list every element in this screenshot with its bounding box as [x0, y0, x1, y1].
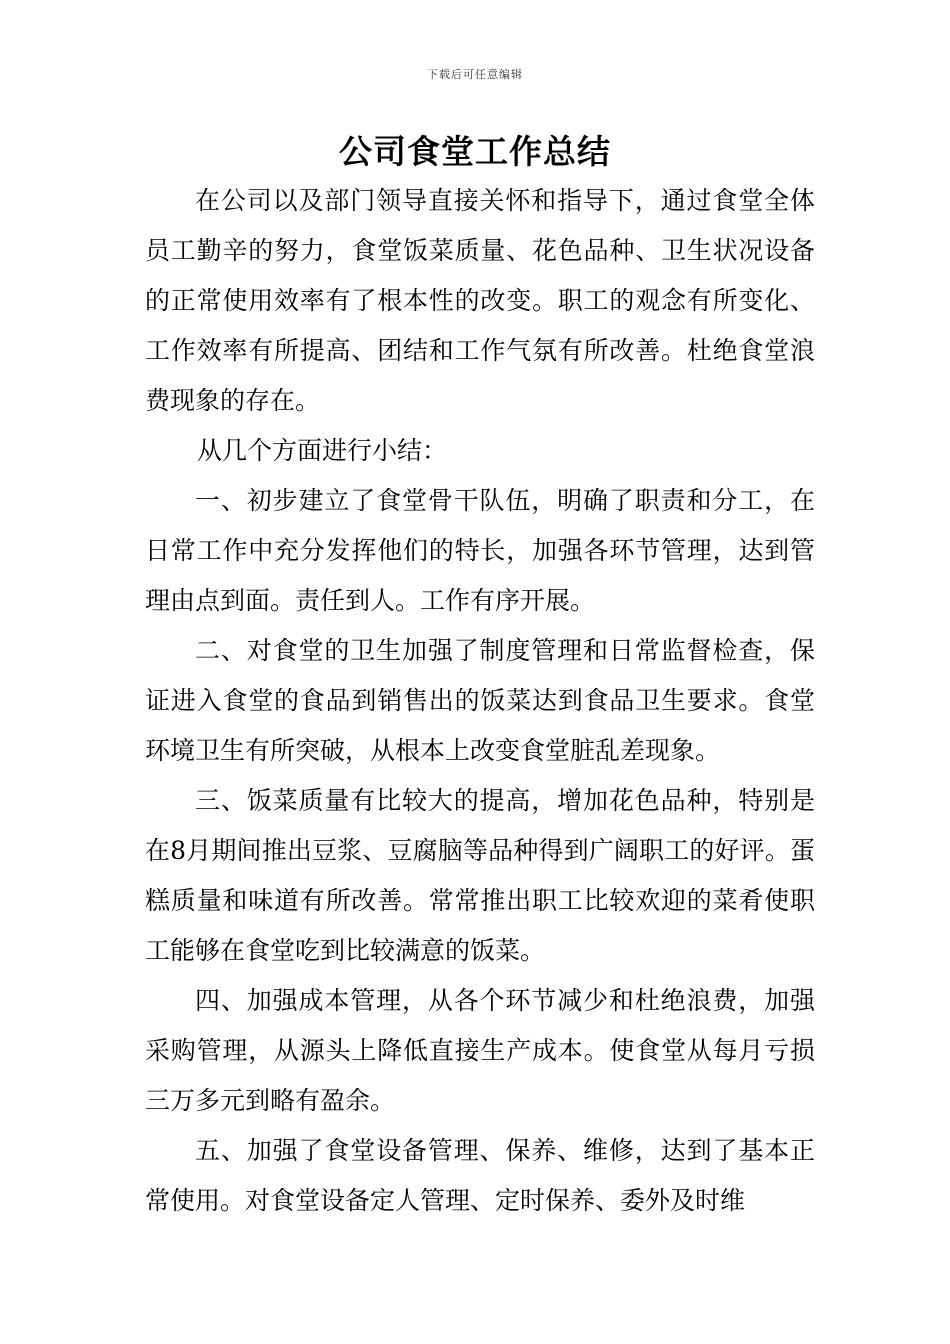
paragraph-item-1: 一、初步建立了食堂骨干队伍，明确了职责和分工，在日常工作中充分发挥他们的特长，加强各环节管理，达到管理由点到面。责任到人。工作有序开展。 [145, 486, 815, 615]
header-note: 下载后可任意编辑 [427, 68, 523, 81]
paragraph-item-3: 三、饭菜质量有比较大的提高，增加花色品种，特别是在8月期间推出豆浆、豆腐脑等品种得到广阔职工的好评。蛋糕质量和味道有所改善。常常推出职工比较欢迎的菜肴使职工能够在食堂吃到比较满意的饭菜。 [145, 786, 815, 965]
document-body [145, 176, 815, 1226]
paragraph-intro: 在公司以及部门领导直接关怀和指导下，通过食堂全体员工勤辛的努力，食堂饭菜质量、花色品种、卫生状况设备的正常使用效率有了根本性的改变。职工的观念有所变化、工作效率有所提高、团结和工作气氛有所改善。杜绝食堂浪费现象的存在。 [145, 186, 815, 415]
paragraph-summary-lead: 从几个方面进行小结： [197, 436, 448, 465]
paragraph-item-4: 四、加强成本管理，从各个环节减少和杜绝浪费，加强采购管理，从源头上降低直接生产成本。使食堂从每月亏损三万多元到略有盈余。 [145, 986, 815, 1115]
document-title: 公司食堂工作总结 [339, 132, 611, 171]
paragraph-item-5: 五、加强了食堂设备管理、保养、维修，达到了基本正常使用。对食堂设备定人管理、定时保养、委外及时维 [145, 1136, 815, 1215]
paragraph-item-2: 二、对食堂的卫生加强了制度管理和日常监督检查，保证进入食堂的食品到销售出的饭菜达到食品卫生要求。食堂环境卫生有所突破，从根本上改变食堂脏乱差现象。 [145, 636, 815, 765]
